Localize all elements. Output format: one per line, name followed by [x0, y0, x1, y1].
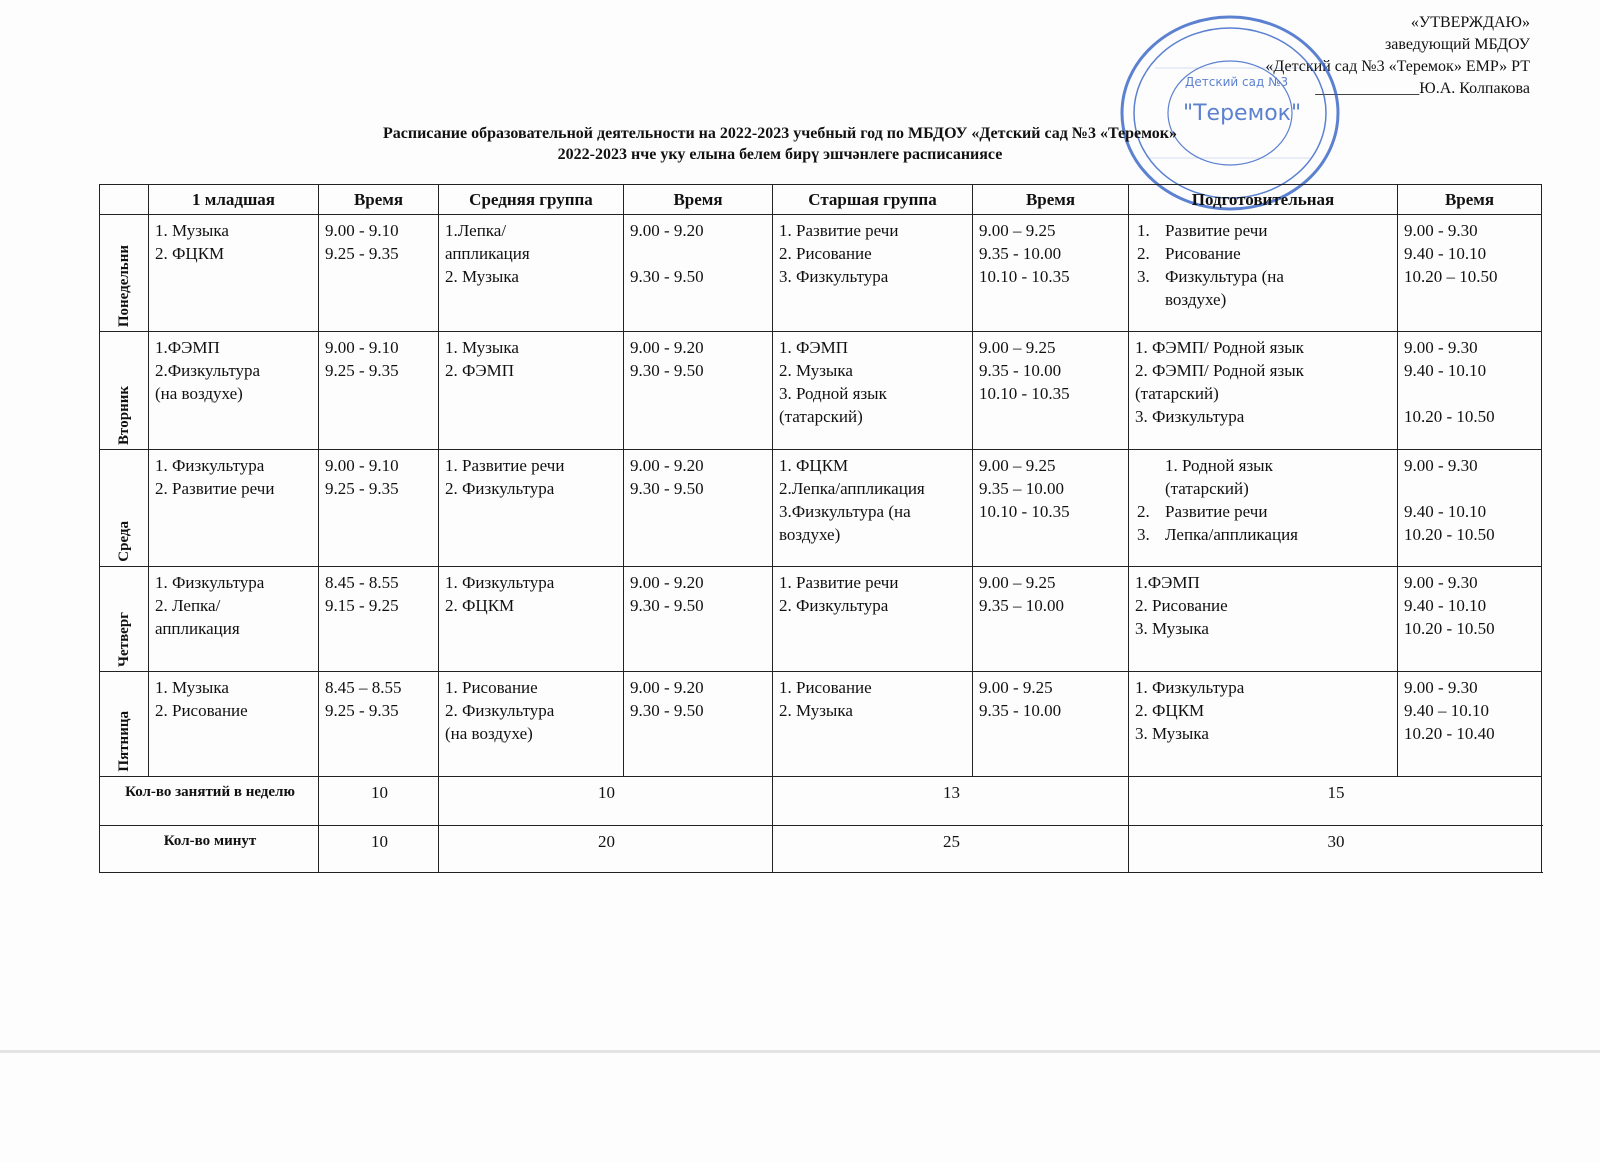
cell-line: 9.30 - 9.50 — [630, 596, 704, 615]
header-cell: Время — [973, 185, 1129, 215]
summary-value: 13 — [773, 777, 1129, 826]
summary-rows — [100, 777, 1542, 873]
time-cell — [319, 450, 439, 567]
header-cell: Старшая группа — [773, 185, 973, 215]
cell-numbered-line — [1135, 500, 1393, 523]
day-label: Вторник — [115, 386, 132, 445]
title-line-1: Расписание образовательной деятельности на 2022-2023 учебный год по МБДОУ «Детский сад №3 «Теремок» — [382, 125, 1178, 142]
schedule-body — [100, 215, 1542, 777]
cell-line: 2.Лепка/аппликация — [779, 479, 925, 498]
cell-line: 1. ФЦКМ — [779, 456, 849, 475]
time-cell — [624, 332, 773, 450]
header-row — [100, 185, 1542, 215]
cell-line: 9.40 – 10.10 — [1404, 701, 1489, 720]
cell-line: 9.40 - 10.10 — [1404, 502, 1487, 521]
approval-line-2: заведующий МБДОУ — [1384, 36, 1530, 53]
cell-line: 1. Развитие речи — [779, 221, 899, 240]
cell-line: 10.20 - 10.50 — [1404, 407, 1495, 426]
cell-line: 9.35 - 10.00 — [979, 701, 1062, 720]
time-cell — [1398, 567, 1542, 672]
cell-line: 3. Родной язык — [779, 384, 887, 403]
cell-line: 9.40 - 10.10 — [1404, 361, 1487, 380]
cell-line: 9.00 - 9.20 — [630, 678, 704, 697]
cell-line: 9.25 - 9.35 — [325, 701, 399, 720]
day-label-cell — [100, 567, 149, 672]
activity-cell — [439, 450, 624, 567]
cell-line: 2. Рисование — [779, 244, 872, 263]
activity-cell — [773, 332, 973, 450]
header-corner — [100, 185, 149, 215]
cell-line: 9.00 - 9.20 — [630, 456, 704, 475]
day-label: Пятница — [115, 711, 132, 772]
cell-line: 2. ФЦКМ — [445, 596, 515, 615]
cell-line — [1404, 382, 1537, 405]
cell-line: 1. Музыка — [155, 678, 229, 697]
cell-numbered-line — [1135, 242, 1393, 265]
stamp-center-text: "Теремок" — [1183, 101, 1302, 126]
header-cell: Время — [319, 185, 439, 215]
line-text: Развитие речи — [1165, 221, 1268, 240]
cell-line: 2. ФЦКМ — [1135, 701, 1205, 720]
day-row — [100, 332, 1542, 450]
time-cell — [319, 672, 439, 777]
cell-line: 9.30 - 9.50 — [630, 361, 704, 380]
day-label: Понедельни — [115, 244, 132, 327]
activity-cell — [149, 672, 319, 777]
cell-line: 2. Физкультура — [445, 701, 555, 720]
day-row — [100, 672, 1542, 777]
time-cell — [624, 567, 773, 672]
cell-line: 9.00 - 9.10 — [325, 221, 399, 240]
cell-line: 10.10 - 10.35 — [979, 384, 1070, 403]
approval-line-1: «УТВЕРЖДАЮ» — [1410, 14, 1530, 31]
time-cell — [319, 332, 439, 450]
scan-edge — [0, 1050, 1600, 1053]
time-cell — [973, 672, 1129, 777]
cell-line: 1. Музыка — [155, 221, 229, 240]
cell-line: 2. Музыка — [779, 361, 853, 380]
activity-cell — [439, 567, 624, 672]
cell-line — [1404, 477, 1537, 500]
cell-line: 3. Физкультура — [779, 267, 889, 286]
cell-line: 9.00 - 9.30 — [1404, 338, 1478, 357]
cell-line: 9.35 - 10.00 — [979, 244, 1062, 263]
summary-label: Кол-во минут — [100, 826, 319, 873]
cell-line: 1. Физкультура — [155, 573, 265, 592]
schedule-table — [99, 184, 1542, 873]
cell-line: 9.00 - 9.25 — [979, 678, 1053, 697]
time-cell — [624, 450, 773, 567]
cell-line: 9.00 - 9.30 — [1404, 456, 1478, 475]
cell-line: 9.25 - 9.35 — [325, 361, 399, 380]
cell-line: 9.40 - 10.10 — [1404, 596, 1487, 615]
summary-value: 25 — [773, 826, 1129, 873]
cell-line: 9.30 - 9.50 — [630, 479, 704, 498]
summary-label: Кол-во занятий в неделю — [100, 777, 319, 826]
cell-line: 1. Физкультура — [445, 573, 555, 592]
cell-line: 9.25 - 9.35 — [325, 479, 399, 498]
cell-line: 2. Рисование — [155, 701, 248, 720]
header-cell: Время — [624, 185, 773, 215]
cell-line: (на воздухе) — [155, 384, 243, 403]
cell-line: воздухе) — [779, 525, 841, 544]
cell-line: аппликация — [445, 244, 530, 263]
time-cell — [319, 215, 439, 332]
cell-line: 2. Музыка — [779, 701, 853, 720]
time-cell — [973, 215, 1129, 332]
activity-cell — [1129, 332, 1398, 450]
cell-line: 2. Рисование — [1135, 596, 1228, 615]
activity-cell — [439, 332, 624, 450]
line-number: 3. — [1137, 525, 1150, 544]
time-cell — [624, 215, 773, 332]
cell-line: 9.00 - 9.20 — [630, 338, 704, 357]
cell-line: 9.00 – 9.25 — [979, 221, 1056, 240]
time-cell — [1398, 332, 1542, 450]
title-line-2: 2022-2023 нче уку елына белем бирү эшчәнлеге расписаниясе — [557, 146, 1003, 163]
cell-line: 9.35 – 10.00 — [979, 596, 1064, 615]
line-text: воздухе) — [1165, 290, 1227, 309]
time-cell — [624, 672, 773, 777]
cell-line: 9.00 - 9.20 — [630, 221, 704, 240]
activity-cell — [149, 215, 319, 332]
cell-line: 8.45 - 8.55 — [325, 573, 399, 592]
cell-line: 1. Физкультура — [155, 456, 265, 475]
cell-line: 9.00 - 9.20 — [630, 573, 704, 592]
activity-cell — [773, 450, 973, 567]
cell-line: 3. Физкультура — [1135, 407, 1245, 426]
activity-cell — [149, 450, 319, 567]
cell-line: 8.45 – 8.55 — [325, 678, 402, 697]
cell-line: 10.20 - 10.50 — [1404, 619, 1495, 638]
cell-line: 2. ФЦКМ — [155, 244, 225, 263]
line-text: Лепка/аппликация — [1165, 525, 1298, 544]
day-label-cell — [100, 215, 149, 332]
summary-row — [100, 826, 1542, 873]
cell-line: 2.Физкультура — [155, 361, 261, 380]
cell-line: 1. Развитие речи — [445, 456, 565, 475]
cell-line: 10.20 - 10.50 — [1404, 525, 1495, 544]
day-row — [100, 567, 1542, 672]
cell-line: 9.35 – 10.00 — [979, 479, 1064, 498]
cell-line: 1. ФЭМП/ Родной язык — [1135, 338, 1304, 357]
cell-line: 9.30 - 9.50 — [630, 267, 704, 286]
cell-line: 9.00 - 9.10 — [325, 338, 399, 357]
cell-line: 1.ФЭМП — [1135, 573, 1200, 592]
time-cell — [1398, 450, 1542, 567]
day-label-cell — [100, 450, 149, 567]
cell-line: аппликация — [155, 619, 240, 638]
cell-line: 9.00 – 9.25 — [979, 338, 1056, 357]
approval-line-4: _____________Ю.А. Колпакова — [1315, 80, 1530, 97]
page-title — [250, 123, 1310, 165]
cell-line: 1. Рисование — [779, 678, 872, 697]
activity-cell — [1129, 672, 1398, 777]
line-number: 1. — [1137, 221, 1150, 240]
cell-line: 2. Физкультура — [779, 596, 889, 615]
activity-cell — [1129, 567, 1398, 672]
summary-row — [100, 777, 1542, 826]
cell-line: 9.00 – 9.25 — [979, 456, 1056, 475]
activity-cell — [773, 672, 973, 777]
line-text: Рисование — [1165, 244, 1241, 263]
cell-line: 9.00 - 9.30 — [1404, 573, 1478, 592]
cell-line: 9.15 - 9.25 — [325, 596, 399, 615]
header-cell: Подготовительная — [1129, 185, 1398, 215]
cell-line: 1. Развитие речи — [779, 573, 899, 592]
day-row — [100, 450, 1542, 567]
cell-line: 1. Родной язык — [1165, 456, 1273, 475]
day-label: Четверг — [115, 612, 132, 667]
summary-value: 30 — [1129, 826, 1542, 873]
activity-cell — [773, 567, 973, 672]
cell-line: 2. Развитие речи — [155, 479, 275, 498]
cell-numbered-line — [1135, 523, 1393, 546]
day-label-cell — [100, 332, 149, 450]
cell-line: (татарский) — [779, 407, 863, 426]
cell-line: 2. ФЭМП — [445, 361, 515, 380]
header-cell: Средняя группа — [439, 185, 624, 215]
cell-line: 2. Лепка/ — [155, 596, 221, 615]
cell-line: 9.30 - 9.50 — [630, 701, 704, 720]
cell-line: 3. Музыка — [1135, 619, 1209, 638]
cell-line: 2. Музыка — [445, 267, 519, 286]
line-text: Развитие речи — [1165, 502, 1268, 521]
cell-line: 10.10 - 10.35 — [979, 502, 1070, 521]
cell-line: 9.00 - 9.10 — [325, 456, 399, 475]
line-number: 3. — [1137, 267, 1150, 286]
cell-line: 10.20 - 10.40 — [1404, 724, 1495, 743]
activity-cell — [149, 332, 319, 450]
cell-line: 1. ФЭМП — [779, 338, 849, 357]
time-cell — [319, 567, 439, 672]
cell-line: 1. Физкультура — [1135, 678, 1245, 697]
day-label: Среда — [115, 521, 132, 562]
cell-line: 9.40 - 10.10 — [1404, 244, 1487, 263]
line-number: 2. — [1137, 502, 1150, 521]
line-text: Физкультура (на — [1165, 267, 1284, 286]
cell-numbered-line — [1135, 288, 1393, 311]
line-number: 2. — [1137, 244, 1150, 263]
cell-line: 10.10 - 10.35 — [979, 267, 1070, 286]
cell-numbered-line — [1135, 265, 1393, 288]
day-row — [100, 215, 1542, 332]
cell-line: (татарский) — [1165, 479, 1249, 498]
cell-line: 1. Музыка — [445, 338, 519, 357]
cell-line: 9.00 - 9.30 — [1404, 678, 1478, 697]
summary-value: 10 — [319, 826, 439, 873]
summary-value: 20 — [439, 826, 773, 873]
cell-line: (на воздухе) — [445, 724, 533, 743]
time-cell — [973, 332, 1129, 450]
cell-line — [630, 242, 768, 265]
activity-cell — [439, 215, 624, 332]
cell-line: 10.20 – 10.50 — [1404, 267, 1498, 286]
cell-line: 3.Физкультура (на — [779, 502, 911, 521]
activity-cell — [1129, 215, 1398, 332]
header-cell: 1 младшая — [149, 185, 319, 215]
activity-cell — [773, 215, 973, 332]
cell-line: 9.00 - 9.30 — [1404, 221, 1478, 240]
summary-value: 15 — [1129, 777, 1542, 826]
cell-line: 3. Музыка — [1135, 724, 1209, 743]
cell-numbered-line — [1135, 219, 1393, 242]
activity-cell — [439, 672, 624, 777]
approval-line-3: «Детский сад №3 «Теремок» ЕМР» РТ — [1265, 58, 1530, 75]
time-cell — [973, 450, 1129, 567]
header-cell: Время — [1398, 185, 1542, 215]
summary-value: 10 — [439, 777, 773, 826]
cell-line: (татарский) — [1135, 384, 1219, 403]
summary-value: 10 — [319, 777, 439, 826]
activity-cell — [1129, 450, 1398, 567]
time-cell — [973, 567, 1129, 672]
time-cell — [1398, 215, 1542, 332]
cell-line: 1.ФЭМП — [155, 338, 220, 357]
svg-text:Детский сад №3: Детский сад №3 — [1185, 75, 1289, 89]
cell-line: 9.35 - 10.00 — [979, 361, 1062, 380]
time-cell — [1398, 672, 1542, 777]
cell-line: 2. Физкультура — [445, 479, 555, 498]
cell-line: 1. Рисование — [445, 678, 538, 697]
cell-line: 2. ФЭМП/ Родной язык — [1135, 361, 1304, 380]
cell-line: 9.25 - 9.35 — [325, 244, 399, 263]
cell-line: 9.00 – 9.25 — [979, 573, 1056, 592]
day-label-cell — [100, 672, 149, 777]
activity-cell — [149, 567, 319, 672]
cell-line: 1.Лепка/ — [445, 221, 507, 240]
